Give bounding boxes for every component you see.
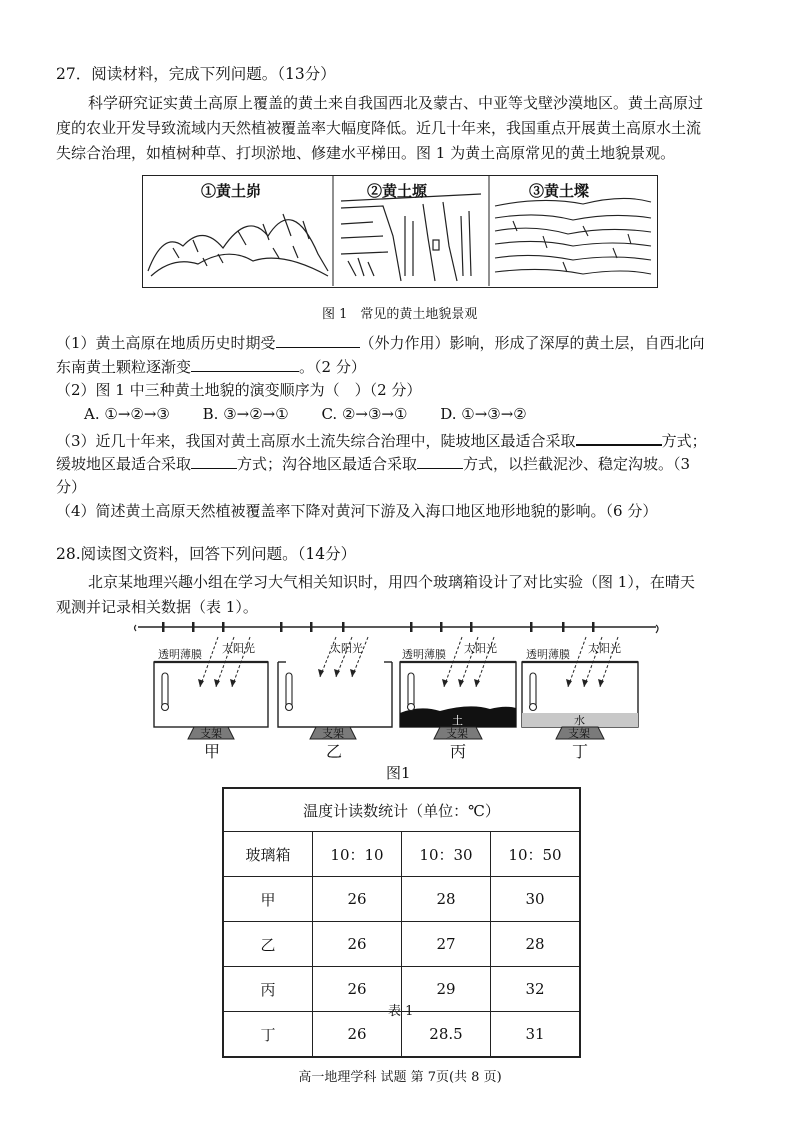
- landform-label-mound: ①黄土峁: [201, 182, 262, 200]
- film-label-bing: 透明薄膜: [402, 649, 446, 661]
- option-b[interactable]: B. ③→②→①: [202, 405, 289, 423]
- sun-label-bing: 太阳光: [464, 643, 497, 655]
- table-row: [223, 922, 580, 967]
- loess-mound-sketch: [148, 214, 328, 276]
- sun-label-ding: 太阳光: [588, 643, 621, 655]
- table-cell: 丁: [223, 1012, 313, 1058]
- q27-sub4: （4）简述黄土高原天然植被覆盖率下降对黄河下游及入海口地区地形地貌的影响。（6 分）: [56, 502, 658, 520]
- box-label-ding: 丁: [572, 742, 589, 761]
- sun-label-jia: 太阳光: [222, 643, 255, 655]
- experiment-figure-caption: 图1: [386, 764, 411, 782]
- film-label-jia: 透明薄膜: [158, 649, 202, 661]
- box-label-jia: 甲: [204, 742, 221, 761]
- table-title: 温度计读数统计（单位：℃）: [223, 788, 580, 832]
- q28-header: 28.阅读图文资料，回答下列问题。（14分）: [56, 545, 357, 563]
- stand-label-ding: 支架: [568, 728, 590, 740]
- table-header: 10：50: [491, 832, 581, 877]
- table-cell: 32: [491, 967, 581, 1012]
- landform-figure: [142, 175, 658, 288]
- option-a[interactable]: A. ①→②→③: [84, 405, 170, 423]
- stand-label-bing: 支架: [446, 728, 468, 740]
- loess-ridge-sketch: [495, 198, 651, 274]
- landform-figure-caption: 图 1 常见的黄土地貌景观: [322, 307, 478, 322]
- q27-sub3-line1: （3）近几十年来，我国对黄土高原水土流失综合治理中，陡坡地区最适合采取 方式；: [56, 428, 707, 452]
- soil-label: 土: [452, 715, 463, 727]
- table-cell: 甲: [223, 877, 313, 922]
- thermometer: [286, 673, 292, 707]
- loess-tableland-sketch: [341, 194, 481, 281]
- q27-sub3-line2: 缓坡地区最适合采取 方式；沟谷地区最适合采取 方式，以拦截泥沙、稳定沟坡。（3: [56, 452, 690, 475]
- page-footer: 高一地理学科 试题 第 7页(共 8 页): [298, 1070, 502, 1085]
- box-label-yi: 乙: [326, 742, 343, 761]
- box-label-bing: 丙: [450, 742, 467, 761]
- answer-blank-gully[interactable]: [417, 452, 463, 469]
- option-d[interactable]: D. ①→③→②: [440, 405, 527, 423]
- q27-sub1-line1: （1）黄土高原在地质历史时期受 （外力作用）影响，形成了深厚的黄土层，自西北向: [56, 331, 705, 354]
- table-row: [223, 877, 580, 922]
- table-header: 10：30: [402, 832, 491, 877]
- table-cell: 31: [491, 1012, 581, 1058]
- stand-label-yi: 支架: [322, 728, 344, 740]
- landform-label-ridge: ③黄土墚: [529, 182, 590, 200]
- thermometer: [408, 673, 414, 707]
- water-label: 水: [574, 715, 585, 727]
- thermometer: [530, 673, 536, 707]
- option-c[interactable]: C. ②→③→①: [321, 405, 408, 423]
- q28-para-line-2: 观测并记录相关数据（表 1）。: [56, 598, 258, 616]
- landform-label-tableland: ②黄土塬: [367, 182, 428, 200]
- table-cell: 28: [491, 922, 581, 967]
- table-cell: 丙: [223, 967, 313, 1012]
- answer-blank-steep-slope[interactable]: [576, 428, 662, 446]
- q27-header: 27．阅读材料，完成下列问题。（13分）: [56, 65, 336, 83]
- table-cell: 28: [402, 877, 491, 922]
- stand-label-jia: 支架: [200, 728, 222, 740]
- film-label-ding: 透明薄膜: [526, 649, 570, 661]
- table-caption: 表 1: [388, 1004, 414, 1019]
- q27-sub2-options: [84, 403, 555, 425]
- table-header: 玻璃箱: [223, 832, 313, 877]
- table-header-row: [223, 832, 580, 877]
- answer-blank-grain-size[interactable]: [191, 355, 299, 372]
- answer-blank-gentle-slope[interactable]: [191, 452, 237, 469]
- table-cell: 26: [313, 967, 402, 1012]
- q27-sub3-line3: 分）: [56, 478, 87, 496]
- table-cell: 29: [402, 967, 491, 1012]
- table-cell: 26: [313, 877, 402, 922]
- answer-blank-external-force[interactable]: [276, 331, 360, 348]
- q27-para-line-2: 度的农业开发导致流域内天然植被覆盖率大幅度降低。近几十年来，我国重点开展黄土高原水土流: [56, 119, 702, 137]
- q27-sub1-line2: 东南黄土颗粒逐渐变 。（2 分）: [56, 355, 366, 378]
- table-cell: 27: [402, 922, 491, 967]
- table-cell: 26: [313, 922, 402, 967]
- q27-para-line-1: 科学研究证实黄土高原上覆盖的黄土来自我国西北及蒙古、中亚等戈壁沙漠地区。黄土高原过: [88, 94, 704, 112]
- thermometer: [162, 673, 168, 707]
- table-header: 10：10: [313, 832, 402, 877]
- q27-para-line-3: 失综合治理，如植树种草、打坝淤地、修建水平梯田。图 1 为黄土高原常见的黄土地貌景观。: [56, 144, 676, 162]
- glass-box-experiment-figure: [130, 615, 670, 785]
- table-cell: 26: [313, 1012, 402, 1058]
- sun-label-yi: 太阳光: [330, 643, 363, 655]
- q27-sub2-stem: （2）图 1 中三种黄土地貌的演变顺序为（ ）（2 分）: [56, 381, 422, 399]
- table-cell: 28.5: [402, 1012, 491, 1058]
- table-cell: 30: [491, 877, 581, 922]
- table-cell: 乙: [223, 922, 313, 967]
- q28-para-line-1: 北京某地理兴趣小组在学习大气相关知识时，用四个玻璃箱设计了对比实验（图 1），在晴天: [88, 573, 695, 591]
